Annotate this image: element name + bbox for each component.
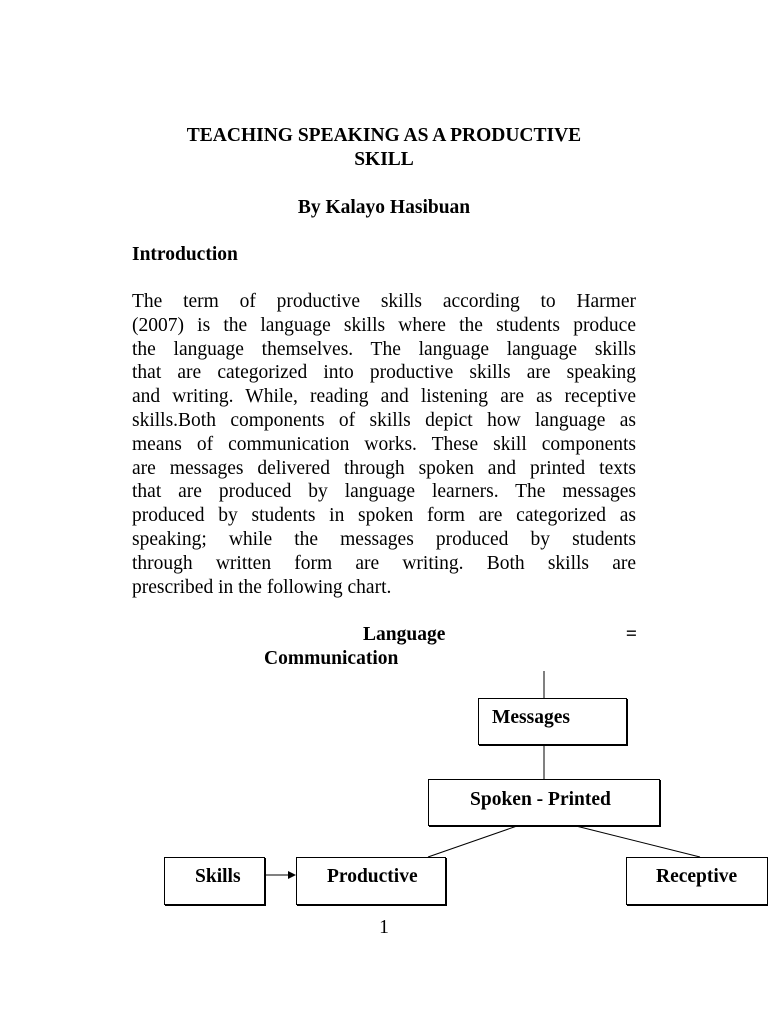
node-messages-label: Messages xyxy=(492,707,570,728)
connector-spoken-to-productive xyxy=(428,826,517,857)
node-productive-label: Productive xyxy=(327,866,418,887)
paragraph-line: that are produced by language learners. The messages xyxy=(132,481,636,503)
paragraph-line: (2007) is the language skills where the students produce xyxy=(132,314,636,336)
diagram-header-word: Language xyxy=(363,624,446,645)
paragraph-line: speaking; while the messages produced by students xyxy=(132,528,636,550)
node-messages xyxy=(478,698,627,745)
node-receptive xyxy=(626,857,768,905)
paragraph-line: the language themselves. The language language skills xyxy=(132,338,636,360)
author-byline: By Kalayo Hasibuan xyxy=(297,197,471,218)
node-productive xyxy=(296,857,446,905)
paragraph-line: means of communication works. These skill components xyxy=(132,433,636,455)
paragraph-line: and writing. While, reading and listening are as receptive xyxy=(132,386,636,408)
section-heading-introduction: Introduction xyxy=(132,244,238,265)
node-skills-label: Skills xyxy=(195,866,241,887)
paragraph-line: produced by students in spoken form are categorized as xyxy=(132,505,636,527)
node-skills xyxy=(164,857,265,905)
diagram-header-line-2: Communication xyxy=(264,648,399,669)
paragraph-line: are messages delivered through spoken and printed texts xyxy=(132,457,636,479)
node-spoken-printed-label: Spoken - Printed xyxy=(470,789,611,810)
connector-spoken-to-receptive xyxy=(576,826,700,857)
title-line-1: TEACHING SPEAKING AS A PRODUCTIVE xyxy=(186,125,582,146)
paragraph-line: that are categorized into productive skills are speaking xyxy=(132,362,636,384)
paragraph-line: prescribed in the following chart. xyxy=(132,576,392,598)
page-number: 1 xyxy=(379,917,389,938)
paragraph-line: through written form are writing. Both skills are xyxy=(132,552,636,574)
paragraph-line: The term of productive skills according to Harmer xyxy=(132,291,636,312)
node-spoken-printed xyxy=(428,779,660,826)
paragraph-line: skills.Both components of skills depict how language as xyxy=(132,409,636,431)
diagram-header-symbol: = xyxy=(625,624,637,645)
node-receptive-label: Receptive xyxy=(656,866,738,887)
title-line-2: SKILL xyxy=(354,149,414,170)
